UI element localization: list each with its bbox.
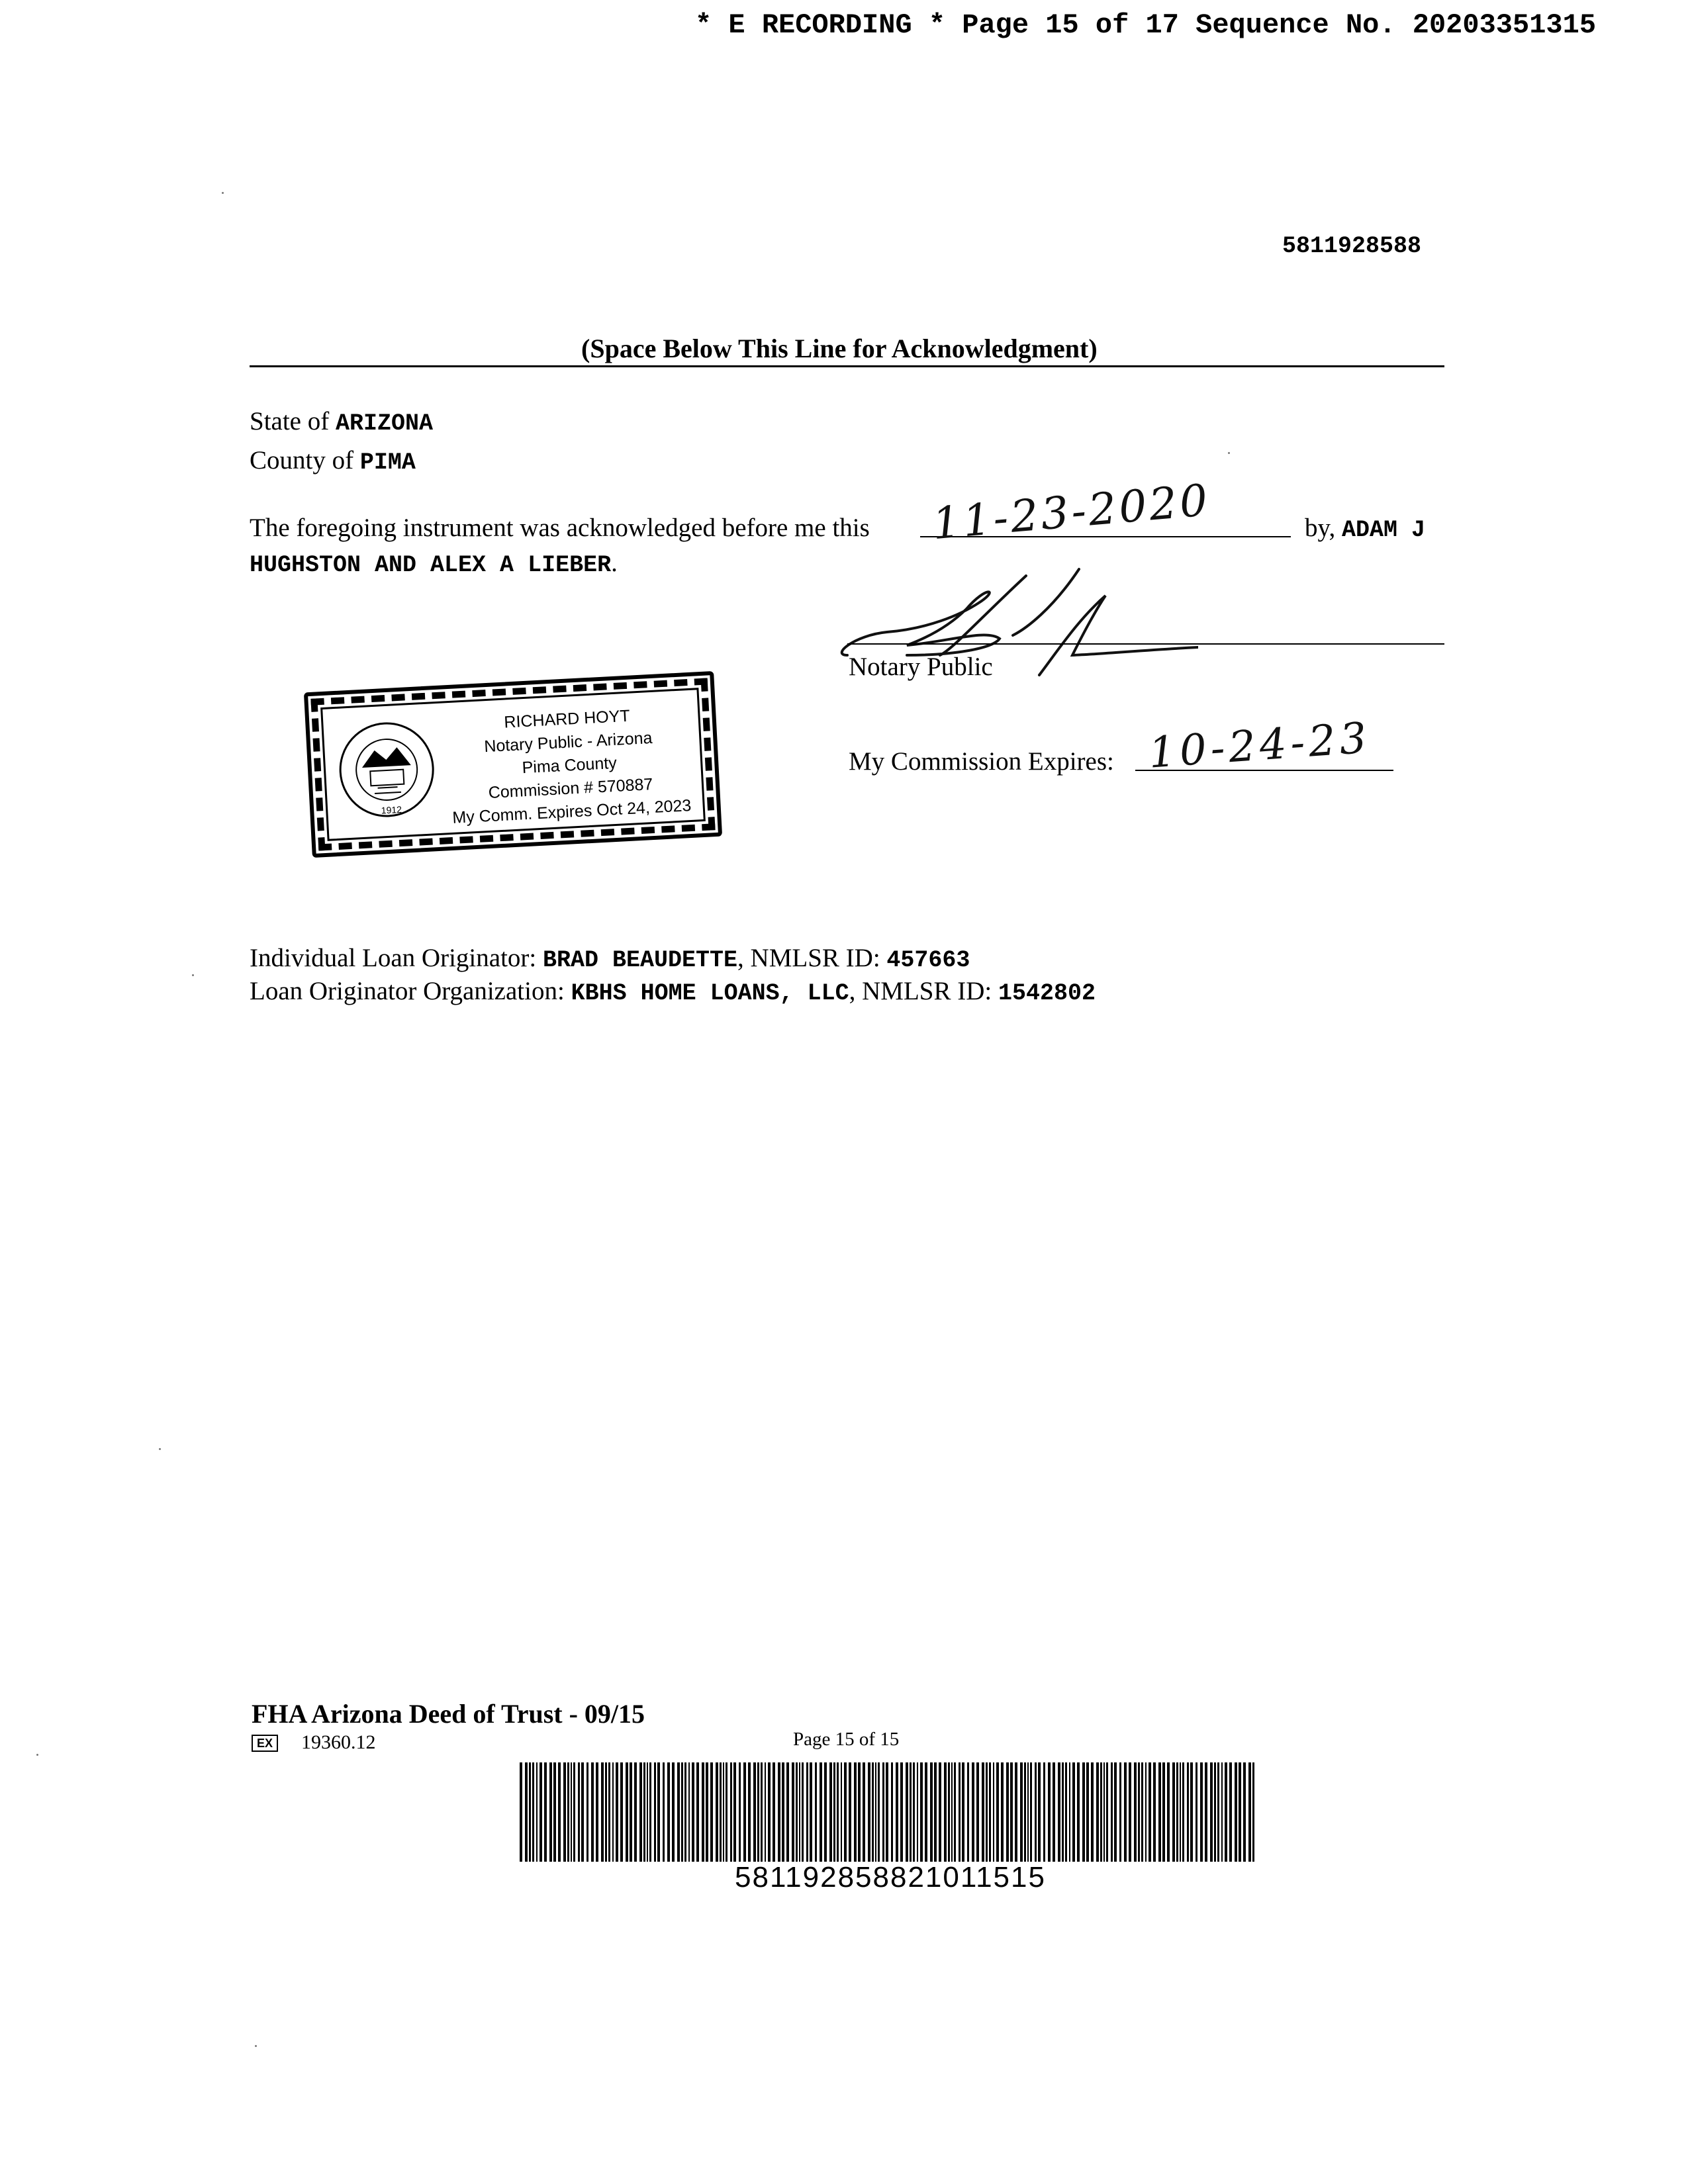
- barcode-bar: [959, 1762, 961, 1862]
- barcode-bar: [773, 1762, 775, 1862]
- barcode-bar: [1043, 1762, 1045, 1862]
- barcode-bar: [954, 1762, 956, 1862]
- individual-id: 457663: [886, 947, 970, 974]
- barcode-bar: [1020, 1762, 1023, 1862]
- ack-by: by,: [1305, 514, 1336, 542]
- barcode-bar: [573, 1762, 575, 1862]
- barcode-bar: [536, 1762, 538, 1862]
- barcode-bar: [768, 1762, 771, 1862]
- org-name: KBHS HOME LOANS, LLC: [571, 980, 849, 1007]
- seal-year: 1912: [381, 803, 402, 816]
- barcode-bar: [806, 1762, 808, 1862]
- barcode-bar: [765, 1762, 766, 1862]
- barcode-bar: [837, 1762, 839, 1862]
- barcode-bar: [849, 1762, 851, 1862]
- barcode-bar: [1134, 1762, 1137, 1862]
- barcode-bar: [1225, 1762, 1227, 1862]
- barcode-bar: [833, 1762, 835, 1862]
- barcode-bar: [1217, 1762, 1219, 1862]
- ack-names-line: [250, 548, 618, 578]
- barcode-bar: [1103, 1762, 1105, 1862]
- barcode-bar: [1176, 1762, 1178, 1862]
- barcode-bar: [1053, 1762, 1055, 1862]
- barcode-bar: [810, 1762, 812, 1862]
- barcode-bar: [1214, 1762, 1216, 1862]
- barcode-bar: [539, 1762, 542, 1862]
- barcode-bar: [878, 1762, 880, 1862]
- barcode-bar: [571, 1762, 572, 1862]
- individual-name: BRAD BEAUDETTE: [542, 947, 738, 974]
- barcode-bar: [581, 1762, 584, 1862]
- barcode-bar: [967, 1762, 969, 1862]
- barcode-bar: [716, 1762, 718, 1862]
- barcode-bar: [896, 1762, 898, 1862]
- stamp-text: [441, 702, 698, 831]
- ack-text: The foregoing instrument was acknowledged before me this: [250, 514, 870, 542]
- barcode-bar: [681, 1762, 683, 1862]
- barcode-bar: [1252, 1762, 1254, 1862]
- notary-stamp: [304, 671, 722, 858]
- barcode-bar: [920, 1762, 923, 1862]
- barcode-bar: [620, 1762, 623, 1862]
- barcode-icon: [520, 1762, 1261, 1862]
- barcode-bar: [799, 1762, 800, 1862]
- barcode-bar: [626, 1762, 628, 1862]
- scan-speck: [1228, 452, 1230, 454]
- barcode-bar: [1172, 1762, 1175, 1862]
- barcode-bar: [761, 1762, 763, 1862]
- barcode-bar: [815, 1762, 817, 1862]
- barcode-bar: [1077, 1762, 1080, 1862]
- barcode-bar: [1062, 1762, 1064, 1862]
- barcode-bar: [917, 1762, 918, 1862]
- barcode-bar: [854, 1762, 857, 1862]
- barcode-bar: [544, 1762, 547, 1862]
- ack-date: 11-23-2020: [930, 474, 1213, 550]
- barcode-bar: [529, 1762, 531, 1862]
- barcode-bar: [1001, 1762, 1004, 1862]
- barcode-bar: [1058, 1762, 1060, 1862]
- barcode-bar: [639, 1762, 642, 1862]
- barcode-bar: [1180, 1762, 1181, 1862]
- barcode-bar: [1010, 1762, 1013, 1862]
- barcode-bar: [1124, 1762, 1127, 1862]
- barcode-bar: [726, 1762, 727, 1862]
- barcode-bar: [654, 1762, 656, 1862]
- barcode-bar: [1006, 1762, 1009, 1862]
- commission-label: My Commission Expires:: [849, 747, 1114, 776]
- barcode-bar: [649, 1762, 651, 1862]
- barcode-bar: [875, 1762, 876, 1862]
- barcode-bar: [993, 1762, 994, 1862]
- barcode-bar: [786, 1762, 789, 1862]
- barcode-bar: [900, 1762, 903, 1862]
- barcode-bar: [989, 1762, 991, 1862]
- barcode-bar: [1065, 1762, 1067, 1862]
- barcode-bar: [532, 1762, 534, 1862]
- stamp-commission: Commission # 570887: [488, 775, 653, 802]
- county-label: County of: [250, 446, 354, 475]
- barcode-bar: [1141, 1762, 1143, 1862]
- barcode-bar: [757, 1762, 759, 1862]
- barcode-bar: [1024, 1762, 1026, 1862]
- barcode-bar: [1205, 1762, 1207, 1862]
- barcode-bar: [1091, 1762, 1094, 1862]
- loan-number: 5811928588: [1282, 233, 1422, 259]
- barcode-bar: [910, 1762, 912, 1862]
- barcode-bar: [939, 1762, 941, 1862]
- barcode-bar: [1158, 1762, 1161, 1862]
- barcode-bar: [1138, 1762, 1140, 1862]
- barcode-bar: [982, 1762, 984, 1862]
- scan-speck: [159, 1448, 161, 1450]
- barcode-bar: [733, 1762, 736, 1862]
- barcode-bar: [1027, 1762, 1029, 1862]
- ack-names-2: HUGHSTON AND ALEX A LIEBER: [250, 552, 612, 578]
- barcode-bar: [706, 1762, 708, 1862]
- barcode-bar: [643, 1762, 645, 1862]
- barcode-bar: [906, 1762, 908, 1862]
- barcode-bar: [962, 1762, 964, 1862]
- scan-speck: [36, 1754, 38, 1756]
- barcode-bar: [730, 1762, 732, 1862]
- barcode-bar: [684, 1762, 686, 1862]
- barcode-bar: [608, 1762, 610, 1862]
- barcode-bar: [891, 1762, 893, 1862]
- barcode-bar: [841, 1762, 842, 1862]
- barcode-bar: [948, 1762, 950, 1862]
- barcode-bar: [976, 1762, 979, 1862]
- barcode-bar: [1015, 1762, 1017, 1862]
- state-value: ARIZONA: [335, 410, 433, 437]
- barcode-bar: [563, 1762, 566, 1862]
- scan-speck: [192, 974, 194, 976]
- notary-label: Notary Public: [849, 653, 993, 681]
- barcode-bar: [1100, 1762, 1102, 1862]
- section-title: (Space Below This Line for Acknowledgment): [581, 334, 1098, 363]
- barcode-bar: [1187, 1762, 1189, 1862]
- barcode-bar: [1129, 1762, 1131, 1862]
- county-value: PIMA: [359, 449, 416, 476]
- state-label: State of: [250, 407, 330, 435]
- barcode-bar: [829, 1762, 832, 1862]
- barcode-bar: [872, 1762, 874, 1862]
- barcode-bar: [743, 1762, 746, 1862]
- barcode-bar: [688, 1762, 690, 1862]
- barcode-bar: [1038, 1762, 1041, 1862]
- stamp-name: RICHARD HOYT: [503, 706, 631, 732]
- barcode-bar: [677, 1762, 680, 1862]
- barcode-bar: [1221, 1762, 1223, 1862]
- barcode-bar: [1229, 1762, 1232, 1862]
- barcode-bar: [868, 1762, 870, 1862]
- barcode-bar: [692, 1762, 694, 1862]
- barcode-bar: [591, 1762, 594, 1862]
- scan-speck: [255, 2045, 257, 2047]
- barcode-bar: [525, 1762, 528, 1862]
- barcode-bar: [996, 1762, 999, 1862]
- barcode-bar: [1235, 1762, 1237, 1862]
- stamp-title: Notary Public - Arizona: [483, 728, 653, 756]
- barcode-bar: [782, 1762, 784, 1862]
- barcode-bar: [605, 1762, 607, 1862]
- notary-signature-line: [847, 643, 1444, 645]
- barcode-bar: [1119, 1762, 1121, 1862]
- barcode-bar: [567, 1762, 569, 1862]
- barcode-bar: [858, 1762, 861, 1862]
- ack-by-line: [1305, 513, 1425, 543]
- barcode-bar: [672, 1762, 675, 1862]
- section-rule: [250, 365, 1444, 367]
- barcode-bar: [778, 1762, 780, 1862]
- barcode-bar: [802, 1762, 804, 1862]
- page-label: Page 15 of 15: [793, 1729, 900, 1750]
- barcode-bar: [1048, 1762, 1051, 1862]
- barcode-bar: [586, 1762, 588, 1862]
- barcode-bar: [1167, 1762, 1170, 1862]
- barcode-bar: [1210, 1762, 1213, 1862]
- individual-originator-line: [250, 943, 970, 974]
- barcode-bar: [696, 1762, 699, 1862]
- barcode-bar: [934, 1762, 937, 1862]
- org-id-label: , NMLSR ID:: [849, 977, 992, 1005]
- barcode-bar: [796, 1762, 798, 1862]
- barcode-bar: [972, 1762, 974, 1862]
- county-line: [250, 445, 416, 476]
- barcode-bar: [925, 1762, 927, 1862]
- barcode-bar: [739, 1762, 741, 1862]
- barcode-bar: [1190, 1762, 1193, 1862]
- barcode-bar: [520, 1762, 522, 1862]
- barcode-bar: [913, 1762, 915, 1862]
- barcode-bar: [553, 1762, 556, 1862]
- barcode-bar: [986, 1762, 988, 1862]
- barcode-bar: [578, 1762, 580, 1862]
- barcode-bar: [1072, 1762, 1075, 1862]
- barcode-number: 581192858821011515: [735, 1861, 1046, 1893]
- barcode-bar: [1182, 1762, 1184, 1862]
- barcode-bar: [720, 1762, 722, 1862]
- barcode-bar: [710, 1762, 713, 1862]
- barcode-bar: [1248, 1762, 1251, 1862]
- barcode-bar: [558, 1762, 561, 1862]
- barcode-bar: [601, 1762, 604, 1862]
- barcode-bar: [1153, 1762, 1156, 1862]
- org-label: Loan Originator Organization:: [250, 977, 565, 1005]
- barcode-bar: [1106, 1762, 1108, 1862]
- individual-label: Individual Loan Originator:: [250, 944, 537, 972]
- recording-header: * E RECORDING * Page 15 of 17 Sequence No. 20203351315: [695, 9, 1597, 41]
- barcode-bar: [1239, 1762, 1241, 1862]
- barcode-bar: [930, 1762, 933, 1862]
- form-title: FHA Arizona Deed of Trust - 09/15: [252, 1699, 645, 1729]
- barcode-bar: [882, 1762, 884, 1862]
- barcode-bar: [1030, 1762, 1032, 1862]
- ack-names-1: ADAM J: [1341, 517, 1425, 543]
- barcode-bar: [1145, 1762, 1147, 1862]
- barcode-bar: [820, 1762, 822, 1862]
- barcode-bar: [944, 1762, 947, 1862]
- barcode-bar: [634, 1762, 637, 1862]
- barcode-bar: [1069, 1762, 1070, 1862]
- barcode-bar: [1162, 1762, 1165, 1862]
- commission-date: 10-24-23: [1147, 713, 1372, 778]
- barcode-bar: [844, 1762, 847, 1862]
- stamp-expires: My Comm. Expires Oct 24, 2023: [451, 796, 692, 827]
- barcode-bar: [616, 1762, 618, 1862]
- barcode-bar: [647, 1762, 648, 1862]
- barcode-bar: [863, 1762, 865, 1862]
- barcode-bar: [612, 1762, 614, 1862]
- barcode-bar: [951, 1762, 953, 1862]
- scan-speck: [222, 192, 224, 194]
- barcode-bar: [753, 1762, 756, 1862]
- state-line: [250, 406, 433, 437]
- ack-names-end: .: [611, 549, 618, 577]
- organization-originator-line: [250, 976, 1096, 1007]
- ellie-mae-logo-icon: EX: [252, 1735, 278, 1752]
- barcode-bar: [748, 1762, 751, 1862]
- barcode-bar: [792, 1762, 794, 1862]
- barcode-bar: [723, 1762, 724, 1862]
- barcode-bar: [657, 1762, 660, 1862]
- barcode-bar: [886, 1762, 888, 1862]
- barcode-bar: [824, 1762, 827, 1862]
- barcode-bar: [1200, 1762, 1203, 1862]
- org-id: 1542802: [998, 980, 1096, 1007]
- barcode-bar: [630, 1762, 632, 1862]
- barcode-bar: [1243, 1762, 1246, 1862]
- stamp-county: Pima County: [522, 753, 618, 778]
- barcode-bar: [1096, 1762, 1099, 1862]
- barcode-bar: [1114, 1762, 1117, 1862]
- barcode-bar: [663, 1762, 665, 1862]
- barcode-bar: [1149, 1762, 1151, 1862]
- form-code: 19360.12: [301, 1731, 376, 1753]
- barcode-bar: [1035, 1762, 1037, 1862]
- barcode-bar: [667, 1762, 670, 1862]
- barcode-bar: [1086, 1762, 1089, 1862]
- barcode-bar: [549, 1762, 552, 1862]
- individual-id-label: , NMLSR ID:: [737, 944, 880, 972]
- barcode-bar: [1082, 1762, 1085, 1862]
- barcode-bar: [596, 1762, 598, 1862]
- barcode-bar: [1111, 1762, 1113, 1862]
- barcode-bar: [702, 1762, 704, 1862]
- barcode-bar: [1196, 1762, 1197, 1862]
